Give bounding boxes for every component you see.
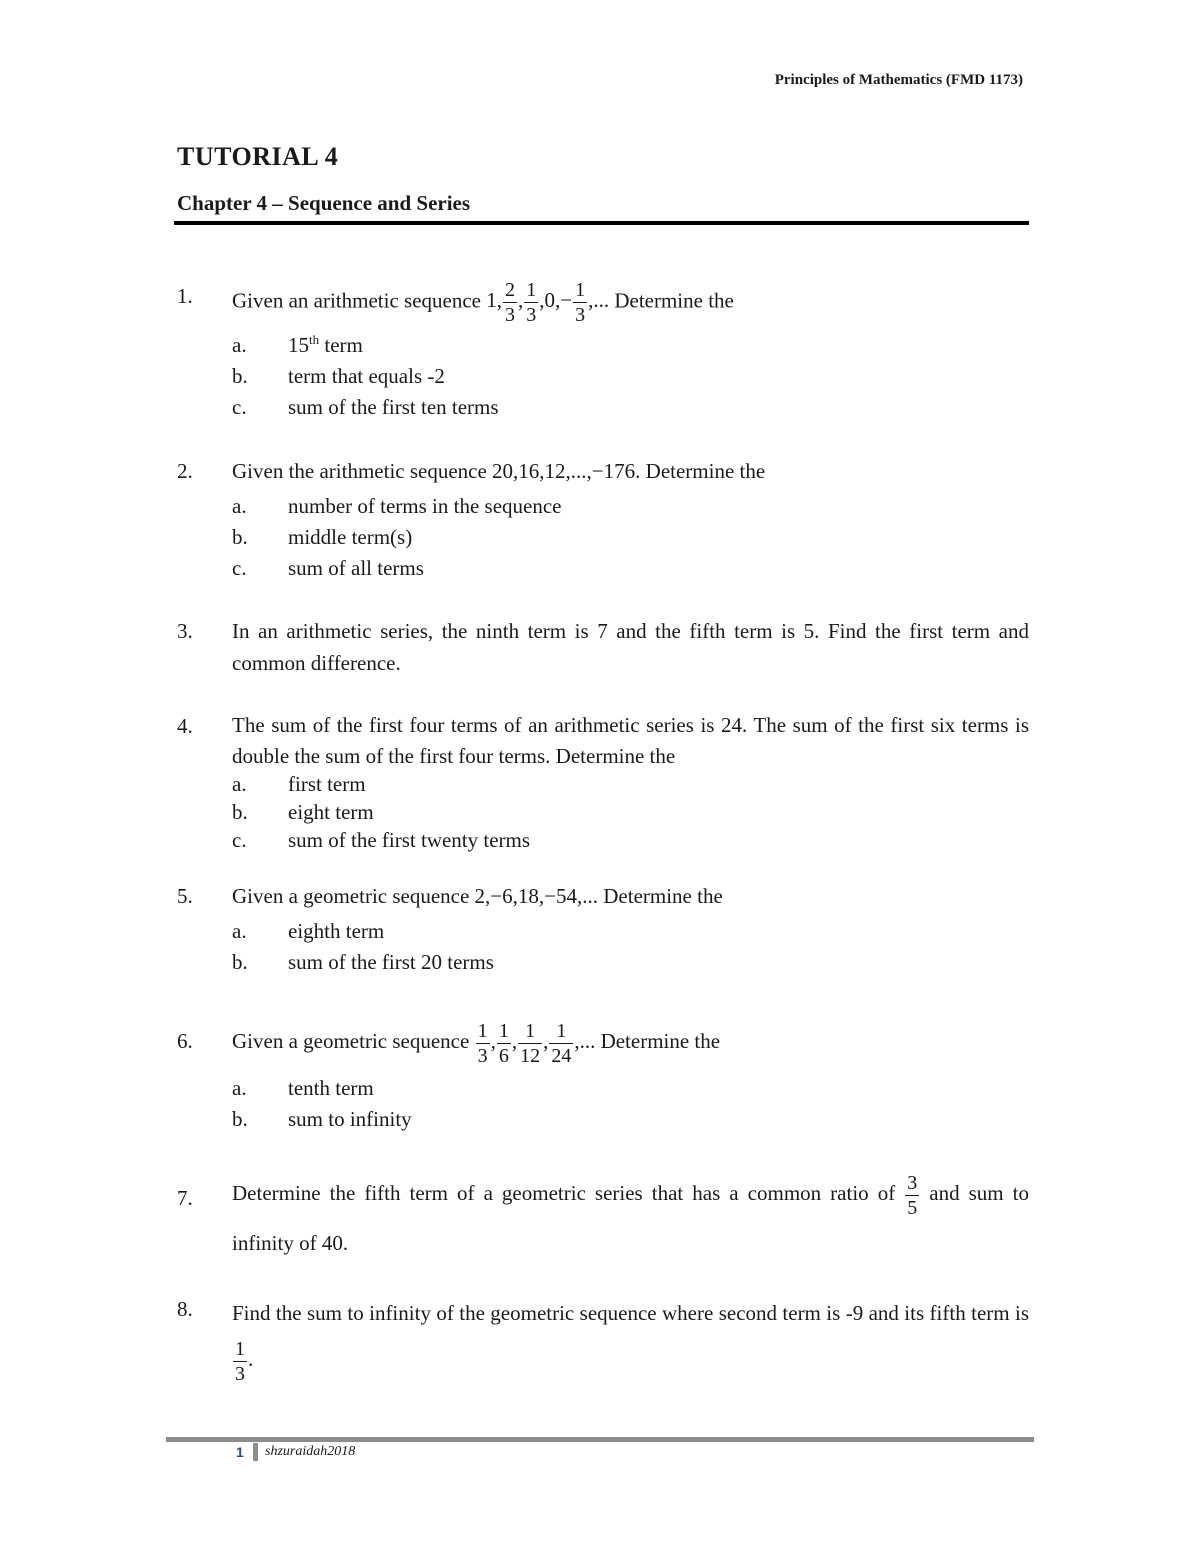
chapter-heading: Chapter 4 – Sequence and Series [177,191,471,215]
sub-item: b. middle term(s) [232,525,413,549]
heading-rule [174,221,1029,225]
question-number: 3. [177,619,193,643]
sequence-expression: 1, $\frac{2}{3}$ , $\frac{1}{3}$ ,0,− $\frac{1}{3}$ ,... [486,279,610,326]
sub-item: c. sum of the first ten terms [232,395,499,419]
question-text: Given an arithmetic sequence 1, $\frac{2}{3}$ , $\frac{1}{3}$ ,0,− $\frac{1}{3}$ ,... Determine the [232,279,734,326]
running-header: Principles of Mathematics (FMD 1173) [774,72,1023,88]
question-1 [177,280,1029,423]
question-number: 7. [177,1186,193,1210]
question-text: In an arithmetic series, the ninth term is 7 and the fifth term is 5. Find the first term and common difference. [232,619,1029,675]
sub-item: c. sum of the first twenty terms [232,828,531,852]
question-text: Given a geometric sequence $\frac{1}{3}$ , $\frac{1}{6}$ , $\frac{1}{12}$ , $\frac{1}{24}$ ,... Determine the [232,1019,721,1067]
sub-item: b. term that equals -2 [232,364,445,388]
question-text: Find the sum to infinity of the geometric sequence where second term is -9 and its fifth term is $\frac{1}{3}$ . [232,1301,1029,1385]
sub-item: a. tenth term [232,1076,374,1100]
sub-item: b. eight term [232,800,374,824]
sub-item: a. 15th term [232,332,363,357]
page-number: 1 [236,1444,244,1460]
footer-rule [166,1437,1034,1442]
sub-item: a. eighth term [232,919,385,943]
question-2 [177,455,1029,584]
sequence-expression: $\frac{1}{3}$ , $\frac{1}{6}$ , $\frac{1}{12}$ , $\frac{1}{24}$ ,... [477,1019,596,1067]
sub-item: c. sum of all terms [232,556,424,580]
question-text: The sum of the first four terms of an arithmetic series is 24. The sum of the first six terms is double the sum of the first four terms. Determine the [232,713,1029,768]
question-number: 2. [177,459,193,483]
question-number: 1. [177,284,193,308]
question-7 [177,1168,1029,1268]
ratio-fraction: $\frac{3}{5}$ [907,1171,918,1219]
sub-item: a. first term [232,772,366,796]
question-text: Given the arithmetic sequence 20,16,12,...,−176. Determine the [232,459,766,483]
question-number: 5. [177,884,193,908]
question-number: 6. [177,1029,193,1053]
question-6 [177,1013,1029,1135]
page-title: TUTORIAL 4 [177,142,339,171]
term-fraction: $\frac{1}{3}$ [235,1337,245,1385]
sub-item: b. sum of the first 20 terms [232,950,494,974]
question-number: 4. [177,714,193,738]
question-number: 8. [177,1297,193,1321]
footer-author: shzuraidah2018 [265,1444,356,1459]
question-5 [177,880,1029,978]
question-text: Given a geometric sequence 2,−6,18,−54,... Determine the [232,884,723,908]
footer-divider [253,1443,258,1461]
sub-item: a. number of terms in the sequence [232,494,562,518]
sub-item: b. sum to infinity [232,1107,412,1131]
question-3 [177,615,1029,679]
question-4 [177,710,1029,854]
question-text: Determine the fifth term of a geometric series that has a common ratio of $\frac{3}{5}$ and sum to infinity of 40. [232,1171,1029,1255]
question-8 [177,1290,1029,1384]
